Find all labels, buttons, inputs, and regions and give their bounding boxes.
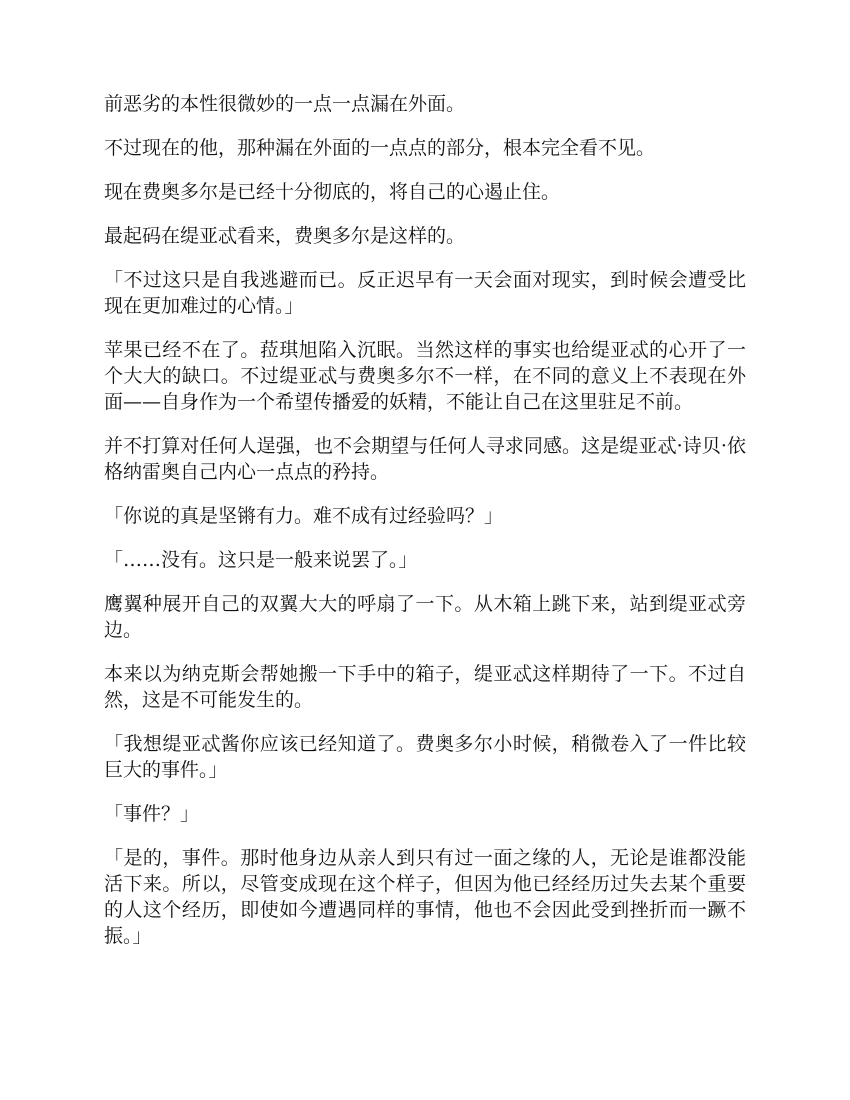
- paragraph-4: 最起码在缇亚忒看来，费奥多尔是这样的。: [104, 225, 466, 247]
- paragraph-14: 「是的，事件。那时他身边从亲人到只有过一面之缘的人，无论是谁都没能活下来。所以，尽管变成现在这个样子，但因为他已经经历过失去某个重要的人这个经历，即使如今遭遇同样的事情，他也不会因此受到挫折而一蹶不振。」: [104, 847, 746, 947]
- paragraph-3: 现在费奥多尔是已经十分彻底的，将自己的心遏止住。: [104, 181, 561, 203]
- paragraph-1: 前恶劣的本性很微妙的一点一点漏在外面。: [104, 93, 466, 115]
- paragraph-5: 「不过这只是自我逃避而已。反正迟早有一天会面对现实，到时候会遭受比现在更加难过的心情。」: [104, 269, 746, 317]
- paragraph-12: 「我想缇亚忒酱你应该已经知道了。费奥多尔小时候，稍微卷入了一件比较巨大的事件。」: [104, 733, 746, 781]
- paragraph-9: 「……没有。这只是一般来说罢了。」: [104, 549, 418, 571]
- paragraph-11: 本来以为纳克斯会帮她搬一下手中的箱子，缇亚忒这样期待了一下。不过自然，这是不可能发生的。: [104, 663, 746, 711]
- paragraph-7: 并不打算对任何人逞强，也不会期望与任何人寻求同感。这是缇亚忒·诗贝·依格纳雷奥自己内心一点点的矜持。: [104, 435, 746, 483]
- paragraph-6: 苹果已经不在了。菈琪旭陷入沉眠。当然这样的事实也给缇亚忒的心开了一个大大的缺口。不过缇亚忒与费奥多尔不一样，在不同的意义上不表现在外面——自身作为一个希望传播爱的妖精，不能让自己在这里驻足不前。: [104, 339, 746, 413]
- paragraph-13: 「事件？」: [104, 803, 200, 825]
- paragraph-8: 「你说的真是坚锵有力。难不成有过经验吗？」: [104, 505, 504, 527]
- paragraph-10: 鹰翼种展开自己的双翼大大的呼扇了一下。从木箱上跳下来，站到缇亚忒旁边。: [104, 593, 746, 641]
- paragraph-2: 不过现在的他，那种漏在外面的一点点的部分，根本完全看不见。: [104, 137, 656, 159]
